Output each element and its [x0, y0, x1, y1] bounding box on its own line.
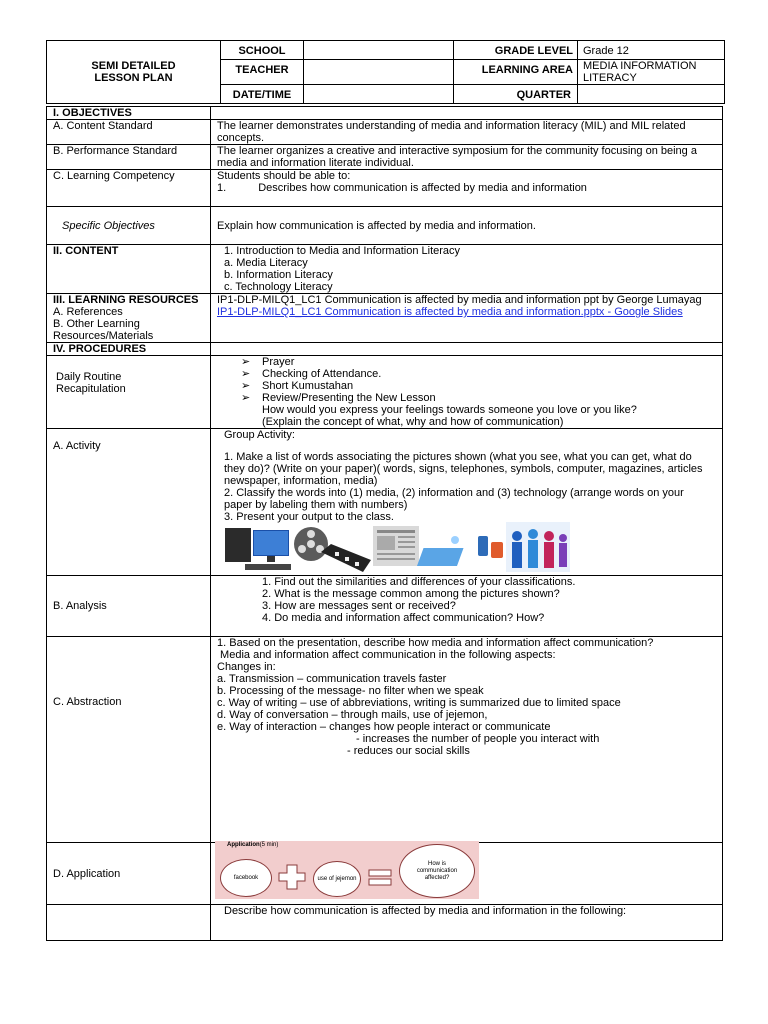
abstraction-line: c. Way of writing – use of abbreviations, writing is summarized due to limited space — [217, 697, 621, 709]
abstraction-label: C. Abstraction — [53, 696, 122, 708]
abstraction-line: b. Processing of the message- no filter when we speak — [217, 685, 484, 697]
abstraction-subline: - increases the number of people you interact with — [356, 733, 600, 745]
activity-step-1: 1. Make a list of words associating the pictures shown (what you see, what you can get, what do they do)? (Write on your paper)( words, signs, telephones, symbols, computer, magazines, articles newspaper, information, media) — [224, 451, 703, 487]
routine-item — [241, 356, 722, 368]
performance-standard-label-cell — [47, 145, 211, 170]
specific-objectives-text: Explain how communication is affected by media and information. — [217, 219, 536, 232]
specific-objectives-label-cell — [47, 207, 211, 245]
routine-item — [241, 392, 722, 404]
resources-heading: III. LEARNING RESOURCES — [53, 294, 199, 306]
abstraction-line: d. Way of conversation – through mails, use of jejemon, — [217, 709, 488, 721]
procedures-heading-cell — [47, 343, 211, 356]
other-resources-label: B. Other Learning Resources/Materials — [53, 318, 154, 342]
jejemon-oval-label: use of jejemon — [317, 875, 357, 882]
abstraction-line: e. Way of interaction – changes how people interact or communicate — [217, 721, 551, 733]
teacher-label: TEACHER — [235, 64, 289, 76]
reference-text: IP1-DLP-MILQ1_LC1 Communication is affected by media and information ppt by George Lumayag — [217, 294, 702, 306]
performance-standard-cell — [211, 145, 723, 170]
facebook-oval — [220, 859, 272, 897]
performance-standard-text: The learner organizes a creative and interactive symposium for the community focusing on being a media and information literate individual. — [217, 145, 697, 169]
competency-item: Describes how communication is affected by media and information — [258, 182, 587, 194]
datetime-value-cell[interactable] — [304, 85, 454, 104]
content-item: b. Information Literacy — [224, 269, 333, 281]
abstraction-line: 1. Based on the presentation, describe how media and information affect communication? — [217, 637, 654, 649]
routine-label: Daily Routine Recapitulation — [56, 371, 126, 395]
grade-level-label-cell — [454, 41, 578, 60]
analysis-cell — [211, 576, 723, 637]
learning-area-label: LEARNING AREA — [481, 64, 573, 76]
application-panel-title-rest: (5 min) — [259, 842, 279, 848]
people-network-icon — [506, 522, 570, 572]
activity-label-cell — [47, 429, 211, 576]
objectives-heading: I. OBJECTIVES — [53, 107, 132, 119]
content-heading: II. CONTENT — [53, 245, 119, 257]
school-label-cell — [221, 41, 304, 60]
arrow-bullet-icon: ➢ — [241, 368, 251, 380]
analysis-item: 1. Find out the similarities and differences of your classifications. — [262, 576, 576, 588]
activity-step-3: 3. Present your output to the class. — [224, 511, 394, 523]
routine-item-text: Checking of Attendance. — [262, 368, 382, 380]
evaluation-cell — [211, 905, 723, 941]
learning-area-value-cell[interactable] — [578, 60, 725, 85]
abstraction-label-cell — [47, 637, 211, 843]
activity-cell — [211, 429, 723, 576]
teacher-value-cell[interactable] — [304, 60, 454, 85]
analysis-label-cell — [47, 576, 211, 637]
specific-objectives-cell — [211, 207, 723, 245]
activity-title: Group Activity: — [224, 429, 295, 441]
analysis-item: 3. How are messages sent or received? — [262, 600, 456, 612]
content-item: c. Technology Literacy — [224, 281, 333, 293]
abstraction-line: a. Transmission – communication travels faster — [217, 673, 447, 685]
content-list-cell — [211, 245, 723, 294]
routine-label-cell — [47, 356, 211, 429]
lesson-plan-title: SEMI DETAILED LESSON PLAN — [91, 60, 176, 84]
routine-item — [241, 380, 722, 392]
content-heading-cell — [47, 245, 211, 294]
routine-item — [241, 368, 722, 380]
lesson-table — [46, 106, 723, 941]
facebook-oval-label: facebook — [233, 874, 259, 881]
competency-cell — [211, 170, 723, 207]
activity-pictures — [223, 522, 573, 574]
objectives-empty-cell — [211, 107, 723, 120]
application-panel-title — [227, 842, 278, 849]
competency-label: C. Learning Competency — [53, 170, 175, 182]
arrow-bullet-icon: ➢ — [241, 356, 251, 368]
quarter-label: QUARTER — [516, 89, 571, 101]
performance-standard-label: B. Performance Standard — [53, 145, 178, 157]
routine-question-note: (Explain the concept of what, why and how of communication) — [262, 416, 564, 428]
routine-item-text: Review/Presenting the New Lesson — [262, 392, 436, 404]
routine-question: How would you express your feelings towards someone you love or you like? — [262, 404, 637, 416]
grade-level-value: Grade 12 — [583, 45, 629, 57]
references-label: A. References — [53, 306, 123, 318]
resources-label-cell — [47, 294, 211, 343]
question-oval — [399, 844, 475, 898]
specific-objectives-label: Specific Objectives — [62, 219, 155, 232]
quarter-value-cell[interactable] — [578, 85, 725, 104]
content-standard-label-cell — [47, 120, 211, 145]
application-panel-title-bold: Application — [227, 842, 260, 848]
school-label: SCHOOL — [238, 45, 286, 57]
question-oval-label: How is communication affected? — [416, 860, 458, 881]
competency-intro: Students should be able to: — [217, 170, 351, 182]
learning-area-value: MEDIA INFORMATION LITERACY — [583, 60, 697, 84]
jejemon-oval — [313, 861, 361, 897]
school-value-cell[interactable] — [304, 41, 454, 60]
resources-cell — [211, 294, 723, 343]
content-standard-text: The learner demonstrates understanding of media and information literacy (MIL) and MIL related concepts. — [217, 120, 686, 144]
analysis-label: B. Analysis — [53, 600, 107, 612]
content-item: 1. Introduction to Media and Information Literacy — [224, 245, 461, 257]
film-reel-icon — [294, 527, 371, 572]
activity-label: A. Activity — [53, 440, 101, 452]
datetime-label-cell — [221, 85, 304, 104]
newspaper-icon — [373, 526, 419, 566]
content-standard-cell — [211, 120, 723, 145]
abstraction-line: Media and information affect communication in the following aspects: — [217, 649, 556, 661]
lesson-plan-title-cell — [47, 41, 221, 104]
activity-step-2: 2. Classify the words into (1) media, (2) information and (3) technology (arrange words on your paper by labeling them with numbers) — [224, 487, 684, 511]
routine-item-text: Prayer — [262, 356, 295, 368]
routine-item-text: Short Kumustahan — [262, 380, 354, 392]
application-label-cell — [47, 843, 211, 905]
competency-number: 1. — [217, 182, 227, 194]
arrow-bullet-icon: ➢ — [241, 392, 251, 404]
analysis-item: 4. Do media and information affect communication? How? — [262, 612, 545, 624]
grade-level-label: GRADE LEVEL — [494, 45, 573, 57]
header-table — [46, 40, 725, 104]
analysis-item: 2. What is the message common among the pictures shown? — [262, 588, 560, 600]
gadgets-icon — [417, 536, 503, 566]
evaluation-label-cell — [47, 905, 211, 941]
abstraction-line: Changes in: — [217, 661, 276, 673]
computer-icon — [225, 528, 291, 570]
equals-icon — [368, 869, 392, 887]
procedures-heading: IV. PROCEDURES — [53, 343, 147, 355]
arrow-bullet-icon: ➢ — [241, 380, 251, 392]
plus-icon — [278, 864, 306, 890]
content-item: a. Media Literacy — [224, 257, 308, 269]
routine-cell — [211, 356, 723, 429]
procedures-empty-cell — [211, 343, 723, 356]
content-standard-label: A. Content Standard — [53, 120, 153, 132]
competency-item-row — [211, 182, 722, 194]
competency-label-cell — [47, 170, 211, 207]
abstraction-cell — [211, 637, 723, 843]
objectives-heading-cell — [47, 107, 211, 120]
learning-area-label-cell — [454, 60, 578, 85]
grade-level-value-cell[interactable] — [578, 41, 725, 60]
google-slides-link[interactable]: IP1-DLP-MILQ1_LC1 Communication is affected by media and information.pptx - Google Slides — [217, 306, 683, 318]
evaluation-text: Describe how communication is affected by media and information in the following: — [224, 905, 627, 917]
datetime-label: DATE/TIME — [232, 89, 292, 101]
application-panel — [215, 841, 479, 899]
teacher-label-cell — [221, 60, 304, 85]
quarter-label-cell — [454, 85, 578, 104]
abstraction-subline: - reduces our social skills — [347, 745, 470, 757]
application-label: D. Application — [53, 867, 121, 880]
